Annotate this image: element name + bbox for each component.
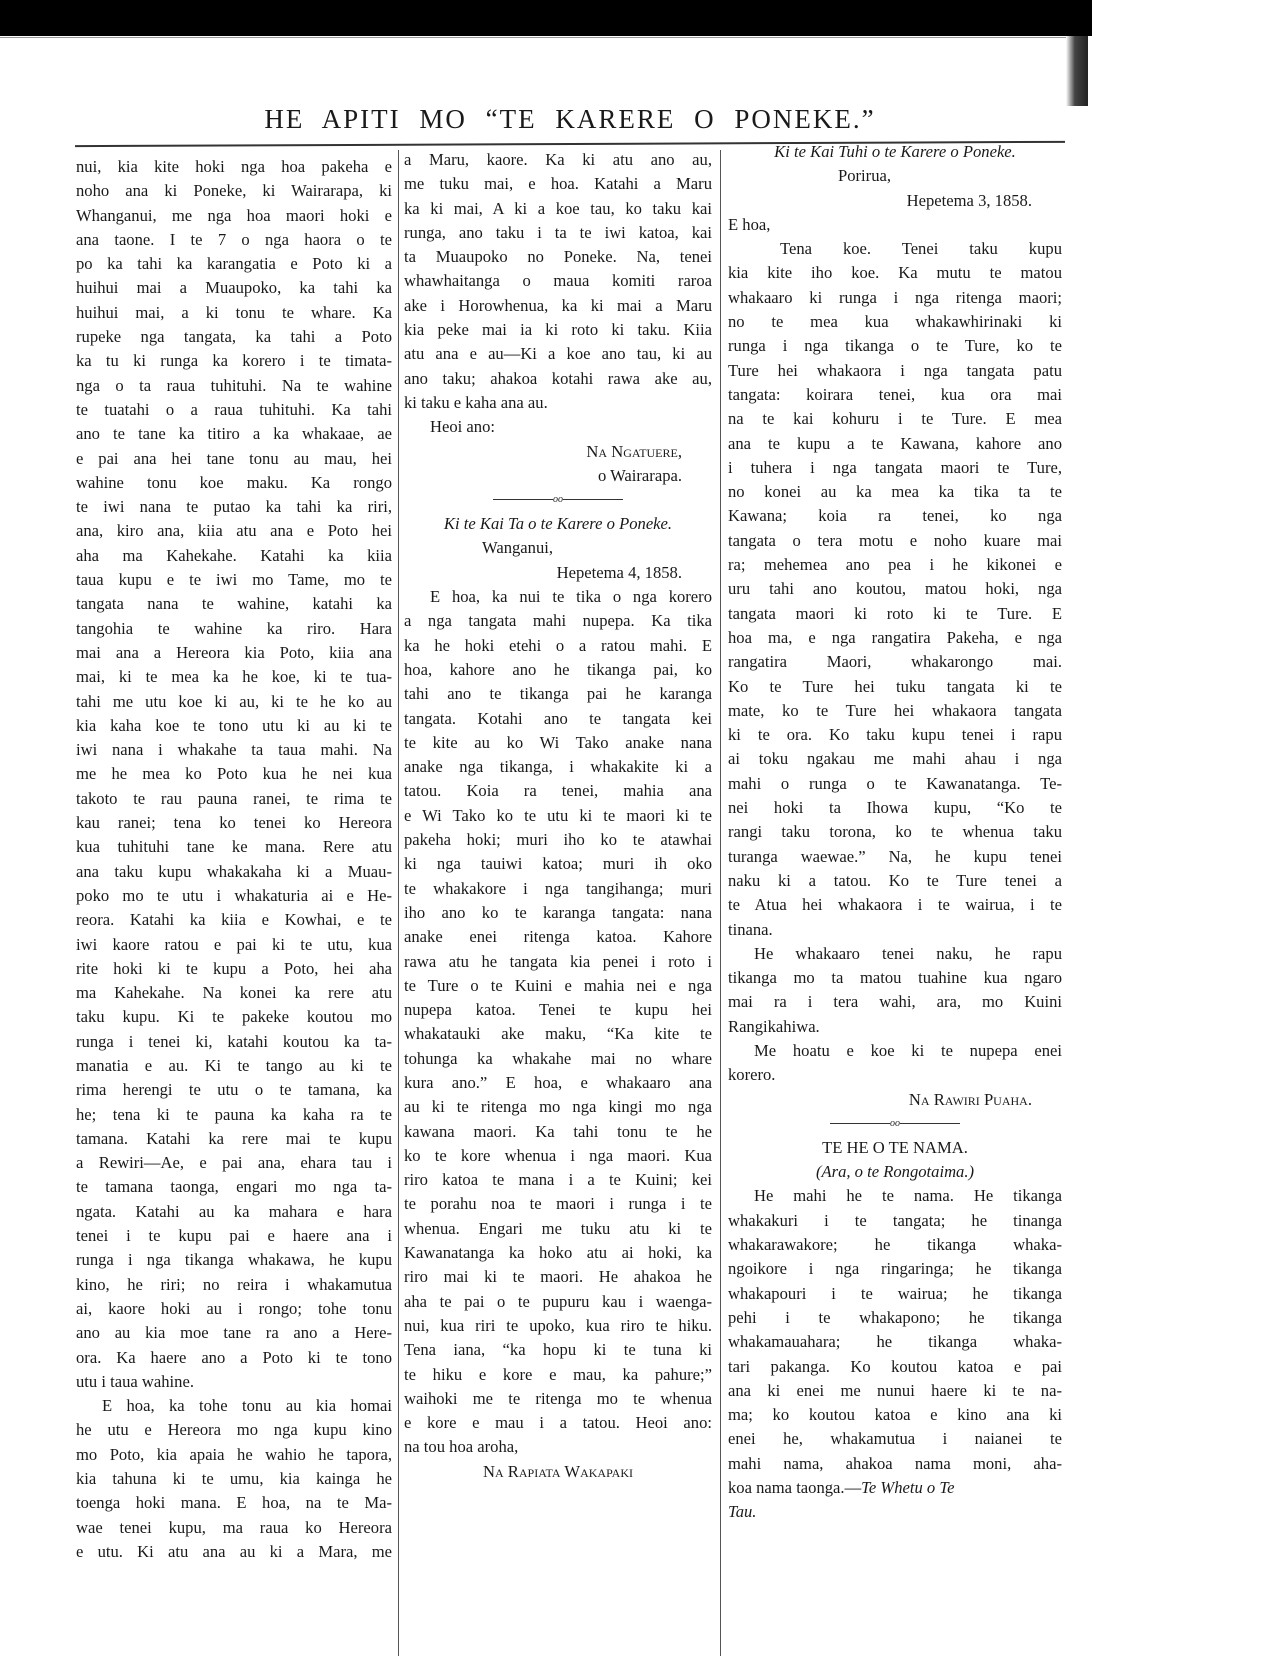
heading: TE HE O TE NAMA. — [822, 1137, 968, 1157]
text-line: Kawana; koia ra tenei, ko nga — [728, 506, 1062, 526]
text-line: hoa, kahore ano he tikanga pai, ko — [404, 659, 712, 679]
source-citation: Tau. — [728, 1502, 757, 1522]
heading: Ki te Kai Ta o te Karere o Poneke. — [443, 514, 673, 534]
text-line: au ki te ritenga mo nga kingi mo nga — [404, 1097, 712, 1117]
paragraph — [728, 237, 1062, 942]
text-line: na tou hoa aroha, — [404, 1437, 519, 1457]
text-line: ki te ora. Ko taku kupu tenei i rapu — [728, 725, 1062, 745]
text-line: iwi nana i whakahe ta taua mahi. Na — [76, 740, 392, 760]
text-line: rima herengi te utu o te tamana, ka — [76, 1080, 392, 1100]
text-line: rite hoki ki te kupu a Poto, hei aha — [76, 958, 392, 978]
text-line: huihui mai a Muaupoko, ka tahi ka — [76, 278, 392, 298]
text-line: rupeke nga tangata, ka tahi a Poto — [76, 327, 392, 347]
text-line: kau ranei; tena ko tenei ko Hereora — [76, 813, 392, 833]
paragraph — [404, 148, 712, 415]
text-line: ake i Horowhenua, ka ki mai a Maru — [404, 295, 712, 315]
paragraph — [76, 155, 392, 1394]
text-line: ana te kupu a te Kawana, kahore ano — [728, 433, 1062, 453]
text-line: whenua. Engari me tuku atu ki te — [404, 1218, 712, 1238]
text-line: me he mea ko Poto kua he nei kua — [76, 764, 392, 784]
text-line: kino, he riri; no reira i whakamutua — [76, 1274, 392, 1294]
text-line: nupepa katoa. Tenei te kupu hei — [404, 1000, 712, 1020]
text-line: whawhaitanga o maua komiti raroa — [404, 271, 712, 291]
text-line: huihui mai, a ki tonu te whare. Ka — [76, 302, 392, 322]
text-line: runga i nga tikanga whakawa, he kupu — [76, 1250, 392, 1270]
text-line: ka tu ki runga ka korero i te timata- — [76, 351, 392, 371]
text-line: mai ra i tera wahi, ara, mo Kuini — [728, 992, 1062, 1012]
text-line: i tuhera i nga tangata maori te Ture, — [728, 457, 1062, 477]
heading: Ki te Kai Tuhi o te Karere o Poneke. — [774, 142, 1016, 161]
heading: (Ara, o te Rongotaima.) — [815, 1162, 975, 1182]
text-line: naku ki a tatou. Ko te Ture tenei a — [728, 870, 1062, 890]
text-line: runga, ano taku i ta te iwi katoa, kai — [404, 222, 712, 242]
section-divider — [728, 1112, 1062, 1136]
text-line: e utu. Ki atu ana au ki a Mara, me — [76, 1541, 392, 1561]
text-line: te porahu noa te maori i runga i te — [404, 1194, 712, 1214]
text-line: kua tuhituhi tane ke mana. Rere atu — [76, 837, 392, 857]
text-line: tangata o tera motu e noho kuare mai — [728, 530, 1062, 550]
text-line: runga i nga tikanga o te Ture, ko te — [728, 336, 1062, 356]
text-line: taku kupu. Ki te pakeke koutou mo — [76, 1007, 392, 1027]
text-line: whakamauahara; he tikanga whaka- — [728, 1332, 1062, 1352]
text-line: anake enei ritenga katoa. Kahore — [404, 927, 712, 947]
text-line: taua kupu e te iwi mo Tame, mo te — [76, 570, 392, 590]
text-line: kia kaha koe te tono utu ki au ki te — [76, 715, 392, 735]
text-line: Heoi ano: — [430, 417, 495, 437]
text-line: tamana. Katahi ka rere mai te kupu — [76, 1128, 392, 1148]
text-line: ra; mehemea ano pea i he kikonei e — [728, 555, 1062, 575]
column-2 — [404, 148, 712, 1484]
text-line: kawana maori. Ka tahi tonu te he — [404, 1121, 712, 1141]
text-line: tangohia te wahine ka riro. Hara — [76, 618, 392, 638]
text-line: aha te pai o te pupuru kau i waenga- — [404, 1291, 712, 1311]
text-line: noho ana ki Poneke, ki Wairarapa, ki — [76, 181, 392, 201]
paragraph — [404, 415, 712, 439]
text-line: mahi o runga o te Kawanatanga. Te- — [728, 773, 1062, 793]
text-line: aha ma Kahekahe. Katahi ka kiia — [76, 545, 392, 565]
text-line: E hoa, — [728, 214, 771, 234]
text-line: iwi kaore ratou e pai ki te utu, kua — [76, 934, 392, 954]
source-citation: Te Whetu o Te — [861, 1478, 955, 1498]
text-line: tangata: koirara tenei, kua ora mai — [728, 384, 1062, 404]
text-line: wae tenei kupu, ma raua ko Hereora — [76, 1517, 392, 1537]
text-line: tenei i te kupu pai e haere ana i — [76, 1226, 392, 1246]
column-1 — [76, 155, 392, 1564]
text-line: te iwi nana te putao ka tahi ka riri, — [76, 497, 392, 517]
text-line: enei he, whakamutua i naianei te — [728, 1429, 1062, 1449]
text-line: no konei au ka mea ka tika ta te — [728, 482, 1062, 502]
text-line: ana, kiro ana, kiia atu ana e Poto hei — [76, 521, 392, 541]
text-line: wahine tonu koe maku. Ka rongo — [76, 472, 392, 492]
text-line: Ture hei whakaora i nga tangata patu — [728, 360, 1062, 380]
text-line: ano te tane ka titiro a ka whakaae, ae — [76, 424, 392, 444]
text-line: ta Muaupoko no Poneke. Na, tenei — [404, 247, 712, 267]
text-line: me tuku mai, e hoa. Katahi a Maru — [404, 174, 712, 194]
text-line: ana taku kupu whakakaha ki a Muau- — [76, 861, 392, 881]
text-line: a Rewiri—Ae, e pai ana, ehara tau i — [76, 1153, 392, 1173]
text-line: no te mea kua whakawhirinaki ki — [728, 312, 1062, 332]
text-line: rawa atu he tangata kia penei i roto i — [404, 951, 712, 971]
column-3 — [728, 140, 1062, 1525]
text-line: riro mai ki te maori. He ahakoa he — [404, 1267, 712, 1287]
text-line: a Maru, kaore. Ka ki atu ano au, — [404, 150, 712, 169]
text-line: ma; ko koutou katoa e kino ana ki — [728, 1405, 1062, 1425]
text-line: kia peke mai ia ki roto ki taku. Kiia — [404, 320, 712, 340]
text-line: ano au kia moe tane ra ano a Here- — [76, 1323, 392, 1343]
text-line: rangi taku torona, ko te whenua taku — [728, 822, 1062, 842]
text-line: tari pakanga. Ko koutou katoa e pai — [728, 1356, 1062, 1376]
scan-top-border — [0, 0, 1092, 36]
text-line: utu i taua wahine. — [76, 1371, 194, 1391]
dateline-date: Hepetema 4, 1858. — [556, 562, 682, 582]
text-line: Kawanatanga ka hoko atu ai hoki, ka — [404, 1243, 712, 1263]
text-line: na te kai kohuru i te Ture. E mea — [728, 409, 1062, 429]
paragraph — [404, 585, 712, 1460]
text-line: mai ana a Hereora kia Poto, kiia ana — [76, 642, 392, 662]
text-line: ai, kaore hoki au i rongo; tohe tonu — [76, 1298, 392, 1318]
text-line: mahi nama, ahakoa nama moni, aha- — [728, 1453, 1062, 1473]
text-line: ki taku e kaha ana au. — [404, 392, 548, 412]
text-line: po ka tahi ka karangatia e Poto ki a — [76, 254, 392, 274]
text-line: mo Poto, kia apaia he wahio he tapora, — [76, 1444, 392, 1464]
text-line: te hiku e kore e mau, ka pahure;” — [404, 1364, 712, 1384]
text-line: He mahi he te nama. He tikanga — [754, 1186, 1062, 1206]
text-line: reora. Katahi ka kiia e Kowhai, e te — [76, 910, 392, 930]
text-line: ka ki mai, A ki a koe tau, ko taku kai — [404, 198, 712, 218]
text-line: kia tahuna ki te umu, kia kainga he — [76, 1469, 392, 1489]
text-line: iho ano ko te karanga tangata: nana — [404, 902, 712, 922]
text-line: tangata maori ki roto ki te Ture. E — [728, 603, 1062, 623]
text-line: rangatira Maori, whakarongo mai. — [728, 652, 1062, 672]
text-line: Ko te Ture hei tuku tangata ki te — [728, 676, 1062, 696]
text-line: Me hoatu e koe ki te nupepa enei — [754, 1040, 1062, 1060]
text-line: e kore e mau i a tatou. Heoi ano: — [404, 1413, 712, 1433]
text-line: korero. — [728, 1065, 776, 1085]
text-line: a nga tangata mahi nupepa. Ka tika — [404, 611, 712, 631]
paragraph — [728, 1039, 1062, 1088]
dateline-place: Wanganui, — [482, 538, 554, 558]
scan-right-edge — [1066, 36, 1088, 106]
text-line: te tamana taonga, engari mo nga ta- — [76, 1177, 392, 1197]
text-line: hoa ma, e nga rangatira Pakeha, e nga — [728, 627, 1062, 647]
text-line: ko te kore whenua i nga maori. Kua — [404, 1145, 712, 1165]
scan-edge-line — [0, 37, 1066, 38]
text-line: te whakakore i nga tangihanga; muri — [404, 878, 712, 898]
text-line: tahi me utu koe ki au, ki te he ko au — [76, 691, 392, 711]
text-line: te tuatahi o a raua tuhituhi. Ka tahi — [76, 399, 392, 419]
paragraph — [728, 213, 1062, 237]
text-line: tinana. — [728, 919, 773, 939]
divider-ornament: oo — [890, 1117, 900, 1129]
text-line: E hoa, ka nui te tika o nga korero — [430, 587, 712, 607]
text-line: nui, kia kite hoki nga hoa pakeha e — [76, 157, 392, 176]
text-line — [728, 1476, 1062, 1500]
text-line: runga i tenei ki, katahi koutou ka ta- — [76, 1031, 392, 1051]
text-line: tikanga mo ta matou tuahine kua ngaro — [728, 968, 1062, 988]
text-line: uru tahi ano koutou, matou hoki, nga — [728, 579, 1062, 599]
text-line: riro katoa te mana i a te Kuini; kei — [404, 1170, 712, 1190]
text-line: He whakaaro tenei naku, he rapu — [754, 943, 1062, 963]
text-line: Tena koe. Tenei taku kupu — [780, 239, 1062, 259]
text-line: tatou. Koia ra tenei, mahia ana — [404, 781, 712, 801]
text-line: tangata nana te wahine, katahi ka — [76, 594, 392, 614]
text-line: nei hoki ta Ihowa kupu, “Ko te — [728, 798, 1062, 818]
column-divider — [720, 150, 721, 1656]
text-line: kia kite iho koe. Ka mutu te matou — [728, 263, 1062, 283]
text-line: te kite au ko Wi Tako anake nana — [404, 732, 712, 752]
text-line: waihoki me te ritenga mo te whenua — [404, 1388, 712, 1408]
signature: o Wairarapa. — [597, 465, 682, 485]
text-line: manatia e au. Ki te tango au ki te — [76, 1055, 392, 1075]
text-line: nga o ta raua tuhituhi. Na te wahine — [76, 375, 392, 395]
text-line: anake nga tikanga, i whakakite ki a — [404, 757, 712, 777]
text-line: pakeha hoki; muri iho ko te atawhai — [404, 830, 712, 850]
text-line: whakarawakore; he tikanga whaka- — [728, 1235, 1062, 1255]
column-divider — [398, 150, 399, 1656]
text-line: te Atua hei whakaora i te wairua, i te — [728, 895, 1062, 915]
text-line: te Ture o te Kuini e mahia nei e nga — [404, 975, 712, 995]
text-line: nui, kua riri te upoko, kua riro te hiku. — [404, 1315, 712, 1335]
text-line: toenga hoki mana. E hoa, na te Ma- — [76, 1493, 392, 1513]
text-line: e pai ana hei tane tonu au mau, hei — [76, 448, 392, 468]
text-line: tohunga ka whakahe mai no whare — [404, 1048, 712, 1068]
text-line: tahi ano te tikanga pai he karanga — [404, 684, 712, 704]
signature: Na Rapiata Wakapaki — [483, 1461, 633, 1481]
text-line: ana taone. I te 7 o nga haora o te — [76, 229, 392, 249]
divider-ornament: oo — [553, 494, 563, 506]
dateline-place: Porirua, — [838, 166, 891, 186]
text-line: ngata. Katahi au ka mahara e hara — [76, 1201, 392, 1221]
text-line: ka he hoki etehi o a ratou mahi. E — [404, 635, 712, 655]
text-line: Tena iana, “ka hopu ki te tuna ki — [404, 1340, 712, 1360]
text-line: e Wi Tako ko te utu ki te maori ki te — [404, 805, 712, 825]
text-line: ano taku; ahakoa kotahi rawa ake au, — [404, 368, 712, 388]
text-line: poko mo te utu i whakaturia ai e He- — [76, 885, 392, 905]
text-line: ora. Ka haere ano a Poto ki te tono — [76, 1347, 392, 1367]
text-line: pehi i te whakapono; he tikanga — [728, 1307, 1062, 1327]
text-line: he; tena ki te pauna ka kaha ra te — [76, 1104, 392, 1124]
text-line: whakaaro ki runga i nga ritenga maori; — [728, 287, 1062, 307]
signature: Na Ngatuere, — [586, 441, 682, 461]
text-line: atu ana e au—Ki a koe ano tau, ki au — [404, 344, 712, 364]
text-line: ma Kahekahe. Na konei ka rere atu — [76, 983, 392, 1003]
text-line: takoto te rau pauna ranei, te rima te — [76, 788, 392, 808]
text-line: ai toku ngakau me mahi ahau i nga — [728, 749, 1062, 769]
text-line: he utu e Hereora mo nga kupu kino — [76, 1420, 392, 1440]
text-line: kura ano.” E hoa, e whakaaro ana — [404, 1072, 712, 1092]
text-line: ki nga tauiwi katoa; muri ih oko — [404, 854, 712, 874]
text-line: tangata. Kotahi ano te tangata kei — [404, 708, 712, 728]
text-line: mate, ko te Ture hei whakaora tangata — [728, 700, 1062, 720]
text-segment: koa nama taonga.— — [728, 1478, 862, 1498]
paragraph — [728, 1184, 1062, 1524]
section-divider — [404, 488, 712, 512]
page-title: HE APITI MO “TE KARERE O PONEKE.” — [264, 104, 876, 134]
text-line: whakakuri i te tangata; he tinanga — [728, 1210, 1062, 1230]
paragraph — [76, 1394, 392, 1564]
text-line: whakapouri i te wairua; he tikanga — [728, 1283, 1062, 1303]
text-line: ana ki enei me nunui haere ki te na- — [728, 1380, 1062, 1400]
text-line: turanga waewae.” Na, he kupu tenei — [728, 846, 1062, 866]
text-line: E hoa, ka tohe tonu au kia homai — [102, 1396, 392, 1416]
text-line: mai, ki te mea ka he koe, ki te tua- — [76, 667, 392, 687]
dateline-date: Hepetema 3, 1858. — [906, 190, 1032, 210]
paragraph — [728, 942, 1062, 1039]
text-line: ngoikore i nga ringaringa; he tikanga — [728, 1259, 1062, 1279]
text-line: Whanganui, me nga hoa maori hoki e — [76, 205, 392, 225]
text-line: whakatauki ake maku, “Ka kite te — [404, 1024, 712, 1044]
text-line: Rangikahiwa. — [728, 1016, 820, 1036]
signature: Na Rawiri Puaha. — [908, 1089, 1032, 1109]
text-line — [728, 1500, 1062, 1524]
